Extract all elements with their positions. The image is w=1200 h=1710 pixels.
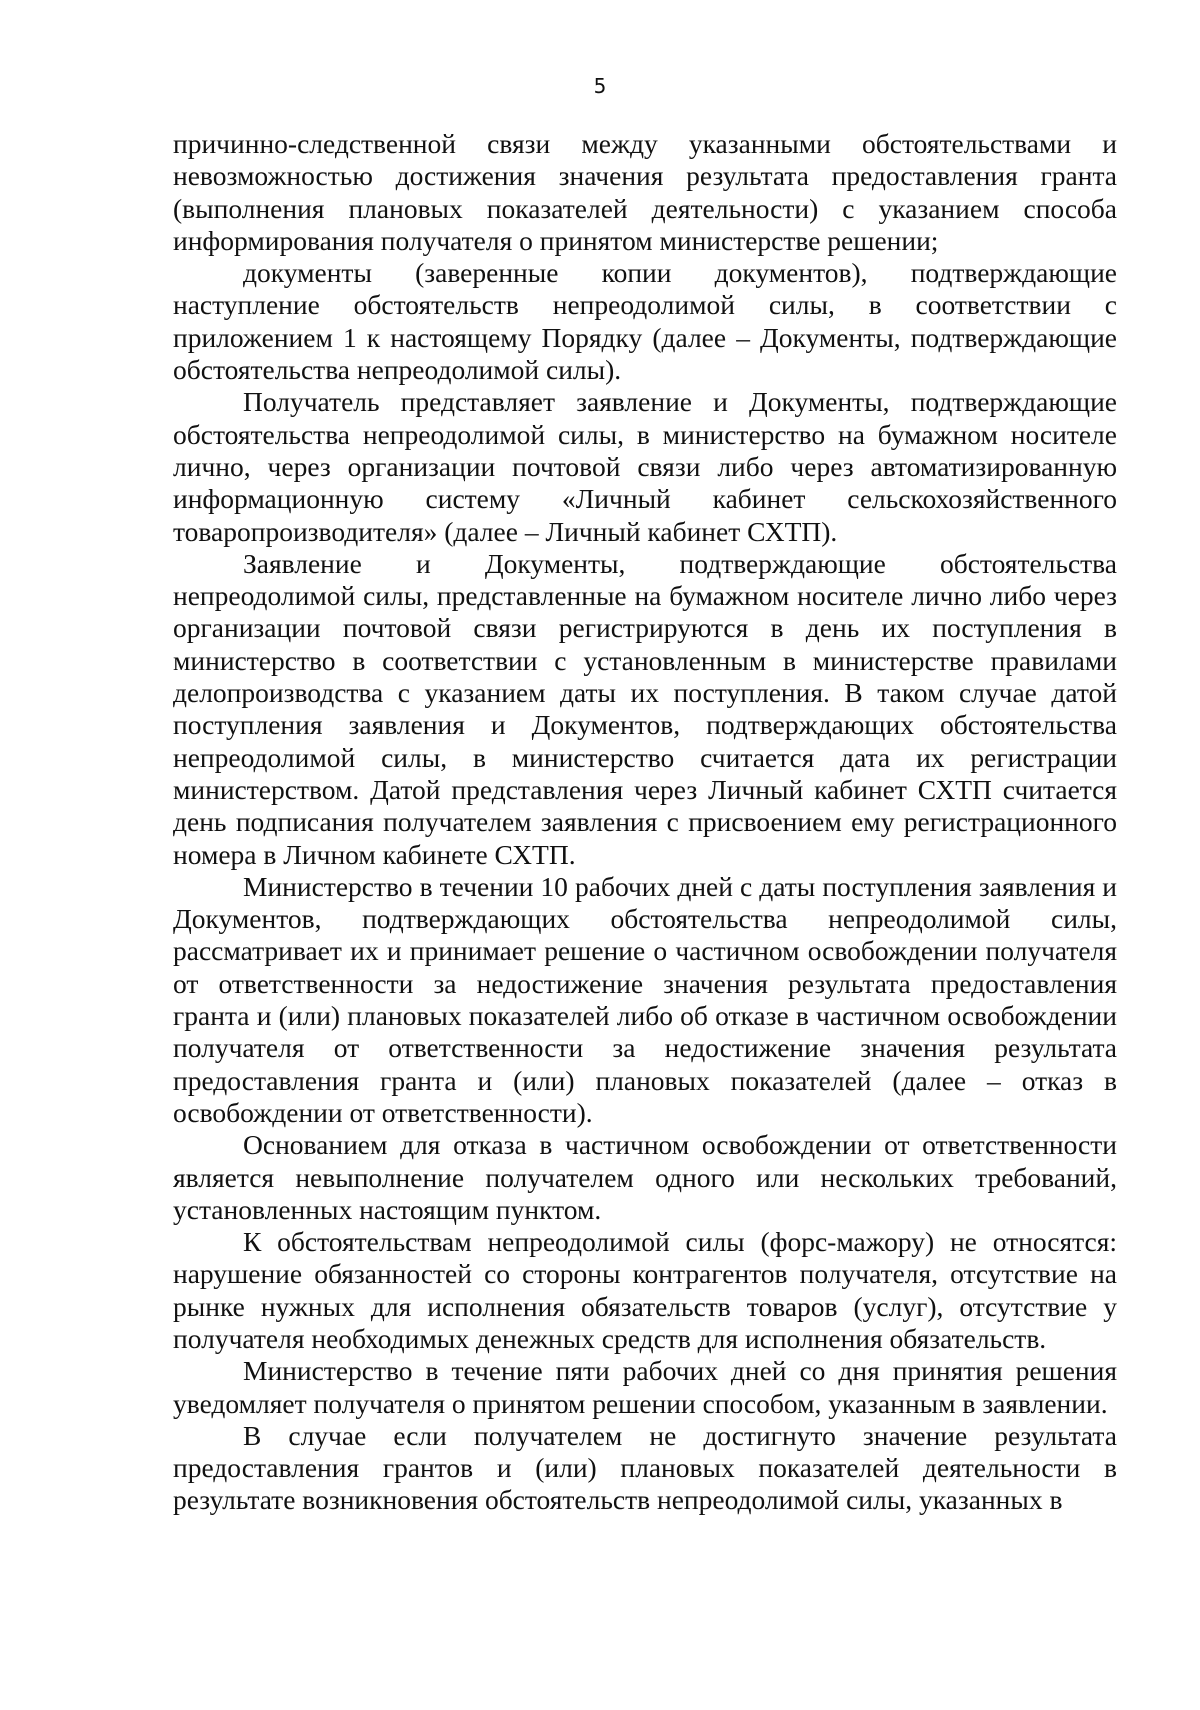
paragraph: Заявление и Документы, подтверждающие обстоятельства непреодолимой силы, представленные на бумажном носителе лично либо через организации почтовой связи регистрируются в день их поступления в министерство в соответствии с установленным в министерстве правилами делопроизводства с указанием даты их поступления. В таком случае датой поступления заявления и Документов, подтверждающих обстоятельства непреодолимой силы, в министерство считается дата их регистрации министерством. Датой представления через Личный кабинет СХТП считается день подписания получателем заявления с присвоением ему регистрационного номера в Личном кабинете СХТП. [173,547,1117,870]
paragraph: Министерство в течении 10 рабочих дней с даты поступления заявления и Документов, подтверждающих обстоятельства непреодолимой силы, рассматривает их и принимает решение о частичном освобождении получателя от ответственности за недостижение значения результата предоставления гранта и (или) плановых показателей либо об отказе в частичном освобождении получателя от ответственности за недостижение значения результата предоставления гранта и (или) плановых показателей (далее – отказ в освобождении от ответственности). [173,870,1117,1128]
paragraph-continuation: причинно-следственной связи между указанными обстоятельствами и невозможностью достижения значения результата предоставления гранта (выполнения плановых показателей деятельности) с указанием способа информирования получателя о принятом министерстве решении; [173,128,1117,256]
paragraph: Министерство в течение пяти рабочих дней со дня принятия решения уведомляет получателя о принятом решении способом, указанным в заявлении. [173,1355,1117,1419]
paragraph: В случае если получателем не достигнуто значение результата предоставления грантов и (или) плановых показателей деятельности в результате возникновения обстоятельств непреодолимой силы, указанных в [173,1419,1117,1516]
document-body [173,128,1117,1517]
page-number: 5 [593,74,607,98]
paragraph: Получатель представляет заявление и Документы, подтверждающие обстоятельства непреодолимой силы, в министерство на бумажном носителе лично, через организации почтовой связи либо через автоматизированную информационную систему «Личный кабинет сельскохозяйственного товаропроизводителя» (далее – Личный кабинет СХТП). [173,386,1117,547]
paragraph: Основанием для отказа в частичном освобождении от ответственности является невыполнение получателем одного или нескольких требований, установленных настоящим пунктом. [173,1129,1117,1225]
paragraph: документы (заверенные копии документов), подтверждающие наступление обстоятельств непреодолимой силы, в соответствии с приложением 1 к настоящему Порядку (далее – Документы, подтверждающие обстоятельства непреодолимой силы). [173,257,1117,386]
paragraph: К обстоятельствам непреодолимой силы (форс-мажору) не относятся: нарушение обязанностей со стороны контрагентов получателя, отсутствие на рынке нужных для исполнения обязательств товаров (услуг), отсутствие у получателя необходимых денежных средств для исполнения обязательств. [173,1226,1117,1354]
